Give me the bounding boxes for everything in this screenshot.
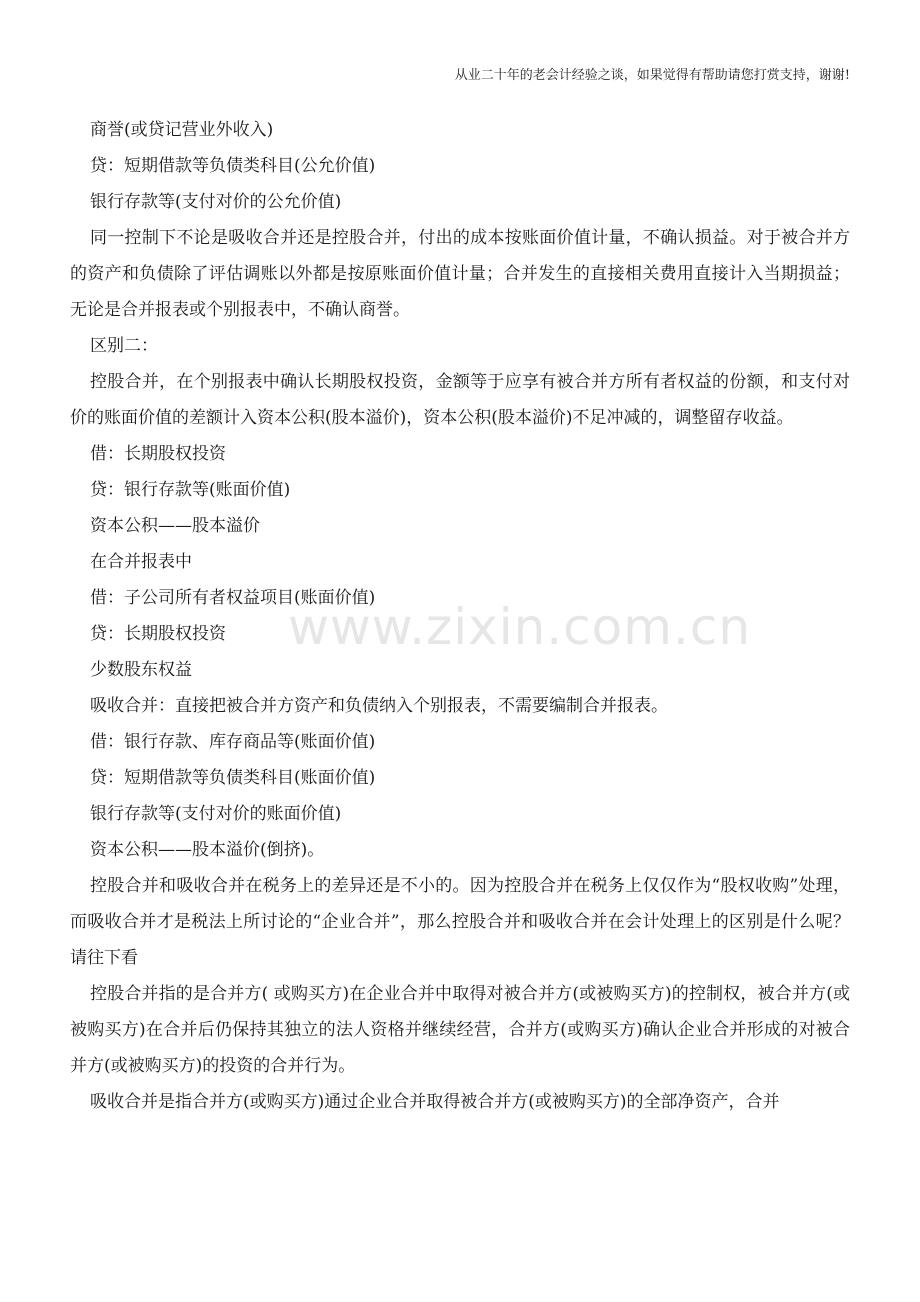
paragraph: 控股合并，在个别报表中确认长期股权投资，金额等于应享有被合并方所有者权益的份额，和支付对价的账面价值的差额计入资本公积(股本溢价)，资本公积(股本溢价)不足冲减的，调整留存收益。 (70, 372, 850, 428)
paragraph: 贷：短期借款等负债类科目(账面价值) (90, 768, 376, 788)
paragraph: 同一控制下不论是吸收合并还是控股合并，付出的成本按账面价值计量，不确认损益。对于被合并方的资产和负债除了评估调账以外都是按原账面价值计量；合并发生的直接相关费用直接计入当期损益；无论是合并报表或个别报表中，不确认商誉。 (70, 228, 850, 320)
paragraph: 借：银行存款、库存商品等(账面价值) (90, 732, 376, 752)
paragraph: 贷：长期股权投资 (90, 624, 226, 644)
paragraph: 区别二： (90, 336, 158, 356)
paragraph: 在合并报表中 (90, 552, 192, 572)
paragraph: 控股合并和吸收合并在税务上的差异还是不小的。因为控股合并在税务上仅仅作为“股权收购”处理，而吸收合并才是税法上所讨论的“企业合并”，那么控股合并和吸收合并在会计处理上的区别是什么呢？请往下看 (70, 876, 850, 968)
paragraph: 贷：短期借款等负债类科目(公允价值) (90, 156, 376, 176)
paragraph: 银行存款等(支付对价的公允价值) (90, 192, 342, 212)
paragraph: 少数股东权益 (90, 660, 192, 680)
paragraph: 银行存款等(支付对价的账面价值) (90, 804, 342, 824)
paragraph: 借：长期股权投资 (90, 444, 226, 464)
watermark: www.zixin.com.cn (288, 598, 752, 656)
paragraph: 贷：银行存款等(账面价值) (90, 480, 291, 500)
paragraph: 吸收合并是指合并方(或购买方)通过企业合并取得被合并方(或被购买方)的全部净资产，合并 (90, 1092, 780, 1112)
paragraph: 控股合并指的是合并方( 或购买方)在企业合并中取得对被合并方(或被购买方)的控制权，被合并方(或被购买方)在合并后仍保持其独立的法人资格并继续经营，合并方(或购买方)确认企业合并形成的对被合并方(或被购买方)的投资的合并行为。 (70, 984, 850, 1076)
paragraph: 资本公积——股本溢价(倒挤)。 (90, 840, 325, 860)
document-body (70, 112, 850, 1120)
paragraph: 资本公积——股本溢价 (90, 516, 260, 536)
paragraph: 吸收合并：直接把被合并方资产和负债纳入个别报表，不需要编制合并报表。 (90, 696, 668, 716)
paragraph: 商誉(或贷记营业外收入) (90, 120, 274, 140)
paragraph: 借：子公司所有者权益项目(账面价值) (90, 588, 376, 608)
header-note: 从业二十年的老会计经验之谈，如果觉得有帮助请您打赏支持，谢谢! (454, 68, 850, 83)
